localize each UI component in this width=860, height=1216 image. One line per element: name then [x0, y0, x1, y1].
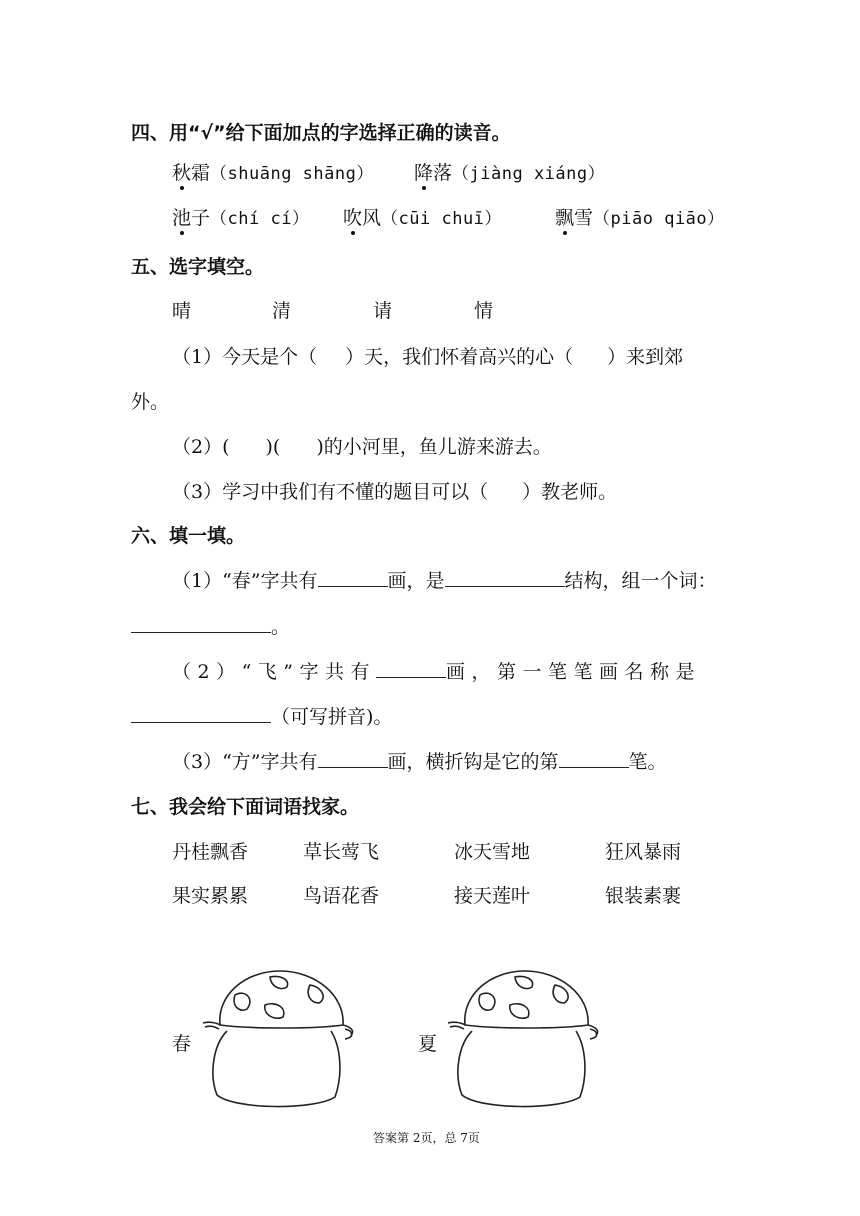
- mushroom-house-icon: [440, 965, 610, 1110]
- s5-q1-part-a: （1）今天是个（: [172, 346, 318, 368]
- s7-word-7: 接天莲叶: [454, 885, 531, 907]
- s5-q3-part-b: ）教老师。: [522, 481, 618, 503]
- s6-q3: [172, 747, 667, 774]
- s5-q2-part-a: （2）(: [172, 436, 230, 458]
- s4-item-3-pinyin: （chí cí）: [210, 209, 310, 229]
- s7-word-1: 丹桂飘香: [172, 841, 249, 863]
- answer-blank[interactable]: [376, 659, 446, 678]
- s7-word-8: 银装素裹: [605, 885, 682, 907]
- s4-item-1: [172, 158, 374, 185]
- s6-q1-part-d: 。: [271, 616, 291, 638]
- s6-q1-part-c: 结构，组一个词：: [564, 570, 717, 592]
- answer-blank[interactable]: [559, 749, 629, 768]
- s4-item-5-pinyin: （piāo qiāo）: [593, 209, 725, 229]
- s4-item-1-word: 秋霜: [172, 162, 211, 184]
- s5-option-3: 请: [373, 300, 393, 322]
- section-4-title: 四、用“√”给下面加点的字选择正确的读音。: [131, 122, 511, 144]
- section-5-title: 五、选字填空。: [131, 256, 265, 278]
- s6-q1-part-b: 画，是: [387, 570, 445, 592]
- answer-blank[interactable]: [131, 704, 271, 723]
- s5-q2-part-c: )的小河里，鱼儿游来游去。: [316, 436, 552, 458]
- s4-item-4: [343, 203, 502, 230]
- s5-q2: [172, 432, 552, 459]
- s5-q3: [172, 477, 617, 504]
- s5-q1-part-b: ）天，我们怀着高兴的心（: [345, 346, 574, 368]
- s5-option-4: 情: [474, 300, 494, 322]
- s5-option-1: 晴: [172, 300, 192, 322]
- answer-blank[interactable]: [445, 568, 565, 587]
- answer-blank[interactable]: [318, 568, 388, 587]
- s5-q1: [172, 342, 683, 369]
- s5-option-2: 清: [272, 300, 292, 322]
- s6-q1: [172, 566, 717, 593]
- s6-q3-part-a: （3）“方”字共有: [172, 751, 318, 773]
- season-label-spring: 春: [172, 1033, 192, 1055]
- s6-q3-part-c: 笔。: [628, 751, 667, 773]
- season-label-summer: 夏: [418, 1033, 438, 1055]
- s4-item-3: [172, 203, 309, 230]
- section-7-title: 七、我会给下面词语找家。: [131, 796, 360, 818]
- s4-item-2: [414, 158, 605, 185]
- s6-q2: [172, 657, 701, 684]
- s6-q1-part-a: （1）“春”字共有: [172, 570, 318, 592]
- page-footer: 答案第 2页，总 7页: [373, 1131, 480, 1145]
- s5-q2-part-b: )(: [265, 436, 281, 458]
- s4-item-1-pinyin: （shuāng shāng）: [210, 164, 374, 184]
- s6-q2-cont: [131, 702, 392, 729]
- s5-q1-part-c: ）来到郊: [607, 346, 684, 368]
- s6-q2-part-c: （可写拼音)。: [271, 706, 393, 728]
- answer-blank[interactable]: [318, 749, 388, 768]
- s6-q2-part-a: （2）“飞”字共有: [172, 661, 377, 683]
- s7-word-6: 鸟语花香: [303, 885, 380, 907]
- s5-q3-part-a: （3）学习中我们有不懂的题目可以（: [172, 481, 489, 503]
- s4-item-4-word: 吹风: [343, 207, 382, 229]
- section-6-title: 六、填一填。: [131, 525, 246, 547]
- s6-q3-part-b: 画，横折钩是它的第: [387, 751, 559, 773]
- s7-word-2: 草长莺飞: [303, 841, 380, 863]
- mushroom-house-icon: [195, 965, 365, 1110]
- s4-item-2-pinyin: （jiàng xiáng）: [452, 164, 606, 184]
- s6-q1-cont: [131, 612, 290, 639]
- s4-item-2-word: 降落: [414, 162, 453, 184]
- s4-item-3-word: 池子: [172, 207, 211, 229]
- s7-word-3: 冰天雪地: [454, 841, 531, 863]
- s4-item-4-pinyin: （cūi chuī）: [381, 209, 502, 229]
- s7-word-4: 狂风暴雨: [605, 841, 682, 863]
- answer-blank[interactable]: [131, 614, 271, 633]
- s4-item-5: [555, 203, 725, 230]
- s6-q2-part-b: 画，第一笔笔画名称是: [446, 661, 702, 683]
- s7-word-5: 果实累累: [172, 885, 249, 907]
- s4-item-5-word: 飘雪: [555, 207, 594, 229]
- s5-q1-cont: 外。: [131, 391, 170, 413]
